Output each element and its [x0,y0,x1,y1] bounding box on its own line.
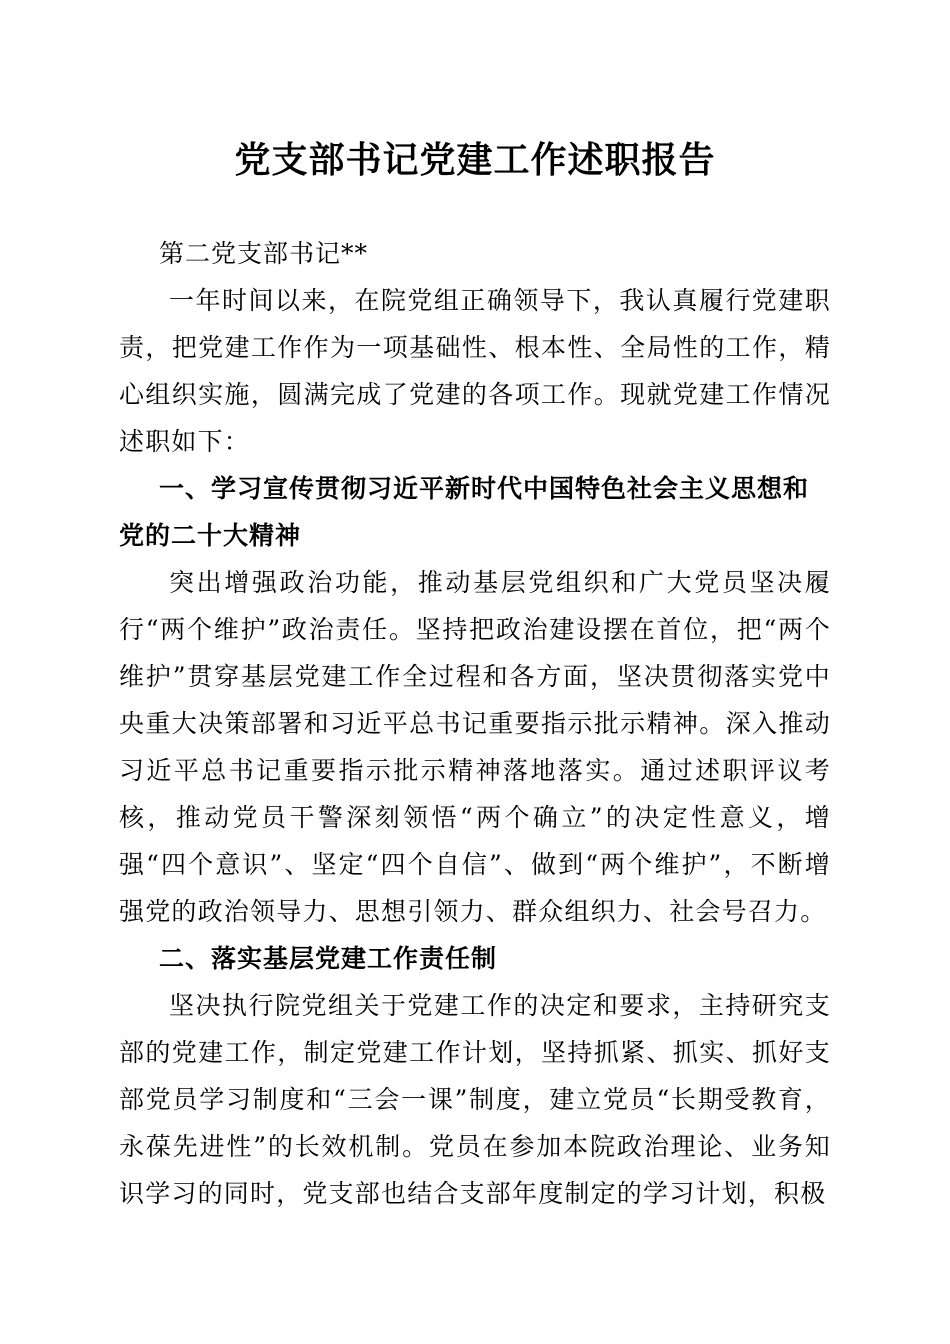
section-1-heading: 一、学习宣传贯彻习近平新时代中国特色社会主义思想和党的二十大精神 [119,474,810,550]
intro-paragraph: 一年时间以来，在院党组正确领导下，我认真履行党建职责，把党建工作作为一项基础性、根本性、全局性的工作，精心组织实施，圆满完成了党建的各项工作。现就党建工作情况述职如下： [119,286,831,456]
section-2-body: 坚决执行院党组关于党建工作的决定和要求，主持研究支部的党建工作，制定党建工作计划，坚持抓紧、抓实、抓好支部党员学习制度和“三会一课”制度，建立党员“长期受教育，永葆先进性”的长效机制。党员在参加本院政治理论、业务知识学习的同时，党支部也结合支部年度制定的学习计划，积极 [119,991,831,1208]
author-line: 第二党支部书记** [159,239,369,268]
document-body [119,230,831,1217]
section-1-body: 突出增强政治功能，推动基层党组织和广大党员坚决履行“两个维护”政治责任。坚持把政治建设摆在首位，把“两个维护”贯穿基层党建工作全过程和各方面，坚决贯彻落实党中央重大决策部署和习近平总书记重要指示批示精神。深入推动习近平总书记重要指示批示精神落地落实。通过述职评议考核，推动党员干警深刻领悟“两个确立”的决定性意义，增强“四个意识”、坚定“四个自信”、做到“两个维护”，不断增强党的政治领导力、思想引领力、群众组织力、社会号召力。 [119,568,831,926]
section-2-heading: 二、落实基层党建工作责任制 [159,944,498,973]
document-title: 党支部书记党建工作述职报告 [234,139,716,181]
